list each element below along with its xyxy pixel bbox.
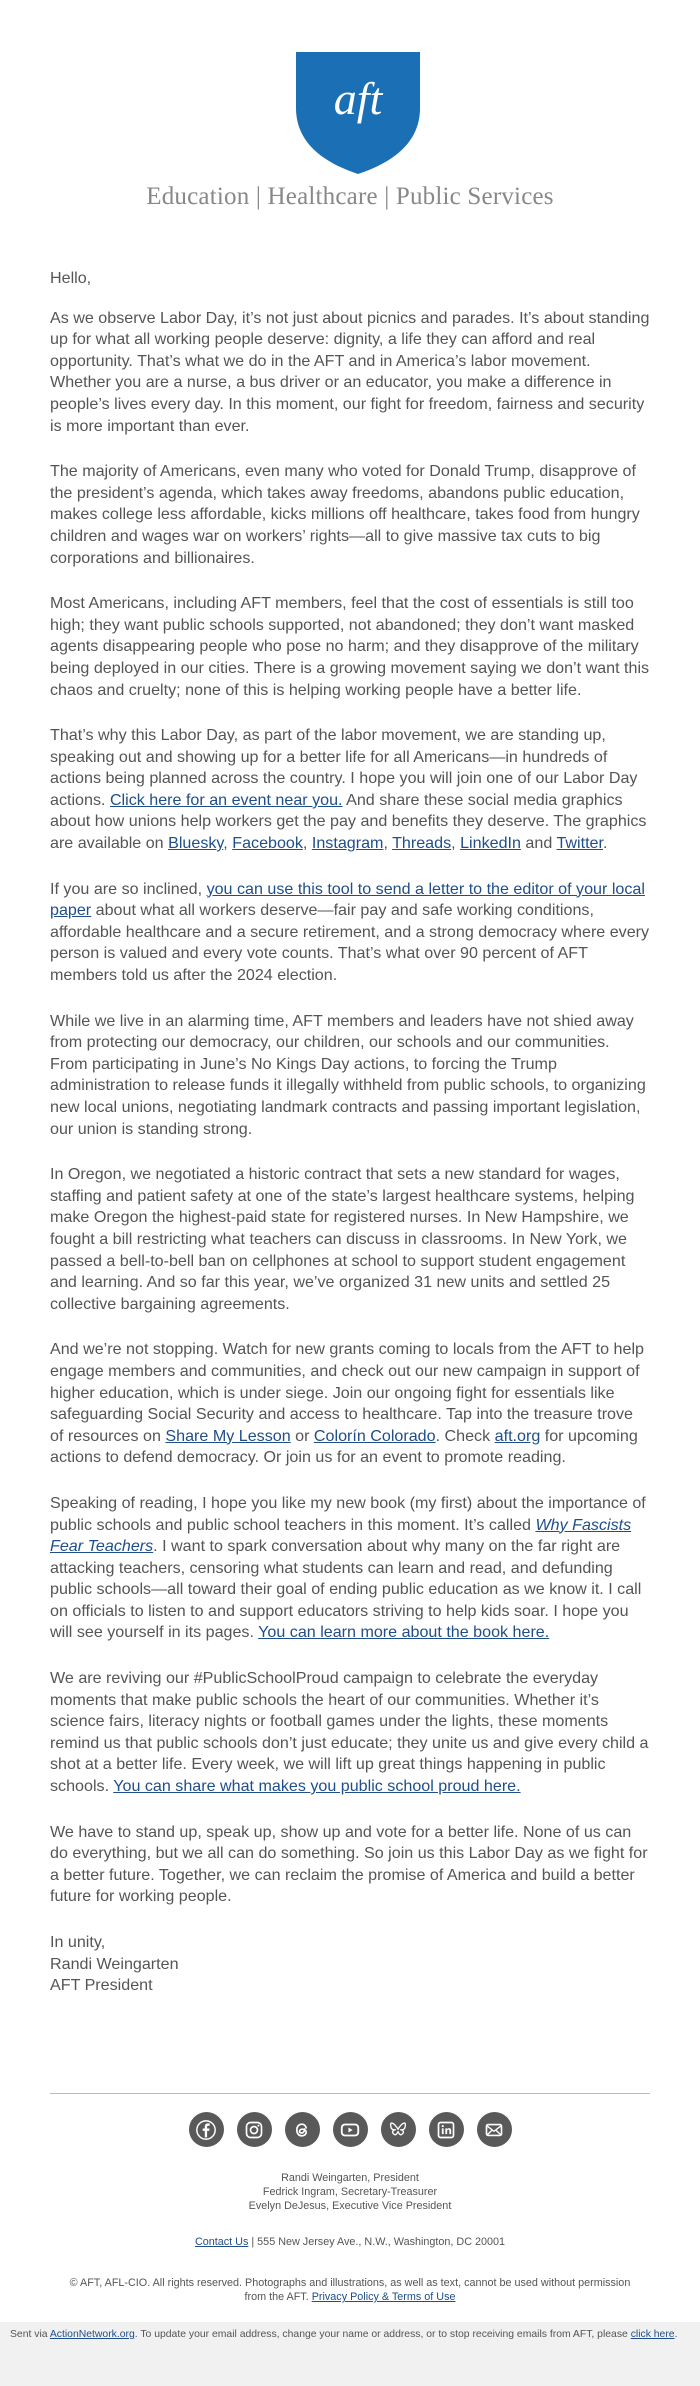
unsubscribe-link[interactable]: click here	[630, 2329, 675, 2340]
paragraph-alarming-time: While we live in an alarming time, AFT members and leaders have not shied away from protecting our democracy, our children, our schools and our communities. From participating in June’s No Kings Day actions, to forcing the Trump administration to release funds it illegally withheld from public schools, to organizing new local unions, negotiating landmark contracts and passing important legislation, our union is standing strong.	[50, 1011, 646, 1138]
unsubscribe-bar	[0, 2322, 700, 2386]
paragraph-oregon: In Oregon, we negotiated a historic contract that sets a new standard for wages, staffing and patient safety at one of the state’s largest healthcare systems, helping make Oregon the highest-paid state for registered nurses. In New Hampshire, we fought a bill restricting what teachers can discuss in classrooms. In New York, we passed a bell-to-bell ban on cellphones at school to support student engagement and learning. And so far this year, we’ve organized 31 new units and settled 25 collective bargaining agreements.	[50, 1165, 635, 1313]
privacy-policy-link[interactable]: Privacy Policy & Terms of Use	[311, 2291, 456, 2303]
paragraph-not-stopping: And we’re not stopping. Watch for new grants coming to locals from the AFT to help engage members and communities, and check out our new campaign in support of higher education, which is under siege. Join our ongoing fight for essentials like safeguarding Social Security and access to healthcare. Tap into the treasure trove of resources on Share My Lesson or Colorín Colorado. Check aft.org for upcoming actions to defend democracy. Or join us for an event to promote reading.	[50, 1340, 644, 1467]
linkedin-link[interactable]: LinkedIn	[460, 834, 521, 853]
facebook-icon[interactable]	[189, 2112, 224, 2147]
paragraph-letter-to-editor: If you are so inclined, you can use this tool to send a letter to the editor of your local paper about what all workers deserve—fair pay and safe working conditions, affordable healthcare and a secure retirement, and a strong democracy where every person is valued and every vote counts. That’s what over 90 percent of AFT members told us after the 2024 election.	[50, 879, 650, 985]
linkedin-icon[interactable]	[429, 2112, 464, 2147]
actionnetwork-link[interactable]: ActionNetwork.org	[49, 2329, 135, 2340]
tagline: Education | Healthcare | Public Services	[146, 183, 554, 210]
paragraph-public-school-proud: We are reviving our #PublicSchoolProud campaign to celebrate the everyday moments that make public schools the heart of our communities. Whether it’s science fairs, literacy nights or football games under the lights, these moments remind us that public schools don’t just educate; they unite us and give every child a shot at a better life. Every week, we will lift up great things happening in public schools. You can share what makes you public school proud here.	[50, 1669, 649, 1796]
paragraph-labor-day: As we observe Labor Day, it’s not just about picnics and parades. It’s about standing up for what all working people deserve: dignity, a life they can afford and real opportunity. That’s what we do in the AFT and in America’s labor movement. Whether you are a nurse, a bus driver or an educator, you make a difference in people’s lives every day. In this moment, our fight for freedom, fairness and security is more important than ever.	[50, 308, 650, 435]
contact-line	[0, 2236, 700, 2248]
event-near-you-link[interactable]: Click here for an event near you.	[109, 790, 343, 809]
letter-to-editor-link[interactable]: you can use this tool to send a letter to the editor of your local paper	[50, 879, 645, 920]
greeting: Hello,	[50, 269, 92, 287]
email-header	[0, 0, 700, 230]
paragraph-majority: The majority of Americans, even many who voted for Donald Trump, disapprove of the president’s agenda, which takes away freedoms, abandons public education, makes college less affordable, kicks millions off healthcare, takes food from hungry children and wages war on workers’ rights—all to give massive tax cuts to big corporations and billionaires.	[50, 462, 640, 567]
social-icons-row	[0, 2112, 700, 2147]
threads-icon[interactable]	[285, 2112, 320, 2147]
signoff-name: Randi Weingarten	[50, 1954, 179, 1973]
officer-president: Randi Weingarten, President	[281, 2172, 419, 2184]
signoff-closing: In unity,	[50, 1933, 106, 1951]
paragraph-most-americans: Most Americans, including AFT members, feel that the cost of essentials is still too high; they want public schools supported, not abandoned; they don’t want masked agents disappearing people who pose no harm; and they disapprove of the military being deployed in our cities. There is a growing movement saying we don’t want this chaos and cruelty; none of this is helping working people have a better life.	[50, 594, 650, 699]
share-my-lesson-link[interactable]: Share My Lesson	[165, 1426, 291, 1445]
email-icon[interactable]	[477, 2112, 512, 2147]
signoff	[50, 1932, 650, 1997]
twitter-link[interactable]: Twitter	[556, 834, 603, 853]
bluesky-link[interactable]: Bluesky	[168, 834, 224, 853]
facebook-link[interactable]: Facebook	[232, 834, 303, 853]
instagram-icon[interactable]	[237, 2112, 272, 2147]
paragraph-stand-up: We have to stand up, speak up, show up and vote for a better life. None of us can do everything, but we all can do something. So join us this Labor Day as we fight for a better future. Together, we can reclaim the promise of America and build a better future for working people.	[50, 1822, 648, 1906]
aft-logo[interactable]	[292, 50, 424, 175]
officer-secretary-treasurer: Fedrick Ingram, Secretary-Treasurer	[262, 2186, 438, 2198]
bluesky-icon[interactable]	[381, 2112, 416, 2147]
officers-list	[0, 2171, 700, 2213]
instagram-link[interactable]: Instagram	[311, 834, 384, 853]
paragraph-actions: That’s why this Labor Day, as part of the labor movement, we are standing up, speaking out and showing up for a better life for all Americans—in hundreds of actions being planned across the country. I hope you will join one of our Labor Day actions. Click here for an event near you. And share these social media graphics about how unions help workers get the pay and benefits they deserve. The graphics are available on Bluesky, Facebook, Instagram, Threads, LinkedIn and Twitter.	[50, 726, 647, 853]
logo-text: aft	[333, 73, 383, 124]
letter-body	[50, 268, 650, 1997]
paragraph-book: Speaking of reading, I hope you like my new book (my first) about the importance of public schools and public school teachers in this moment. It’s called Why Fascists Fear Teachers. I want to spark conversation about why many on the far right are attacking teachers, censoring what students can learn and read, and defunding public schools—all toward their goal of ending public education as we know it. I call on officials to listen to and support educators striving to help kids soar. I hope you will see yourself in its pages. You can learn more about the book here.	[50, 1493, 646, 1642]
sent-via-text: Sent via ActionNetwork.org. To update your email address, change your name or address, or to stop receiving emails from AFT, please click here.	[10, 2329, 678, 2340]
book-title-link[interactable]: Why Fascists Fear Teachers	[50, 1515, 632, 1556]
contact-us-link[interactable]: Contact Us	[194, 2236, 249, 2248]
youtube-icon[interactable]	[333, 2112, 368, 2147]
copyright-notice: © AFT, AFL-CIO. All rights reserved. Photographs and illustrations, as well as text, cannot be used without permission from the AFT. Privacy Policy & Terms of Use	[69, 2277, 631, 2303]
threads-link[interactable]: Threads	[392, 834, 452, 853]
address: | 555 New Jersey Ave., N.W., Washington, DC 20001	[248, 2236, 506, 2248]
officer-executive-vp: Evelyn DeJesus, Executive Vice President	[248, 2200, 452, 2212]
colorin-colorado-link[interactable]: Colorín Colorado	[313, 1426, 436, 1445]
signoff-title: AFT President	[50, 1976, 153, 1995]
footer-divider	[50, 2093, 650, 2094]
public-school-proud-link[interactable]: You can share what makes you public school proud here.	[113, 1777, 521, 1796]
aft-org-link[interactable]: aft.org	[494, 1426, 541, 1445]
learn-about-book-link[interactable]: You can learn more about the book here.	[258, 1623, 550, 1642]
